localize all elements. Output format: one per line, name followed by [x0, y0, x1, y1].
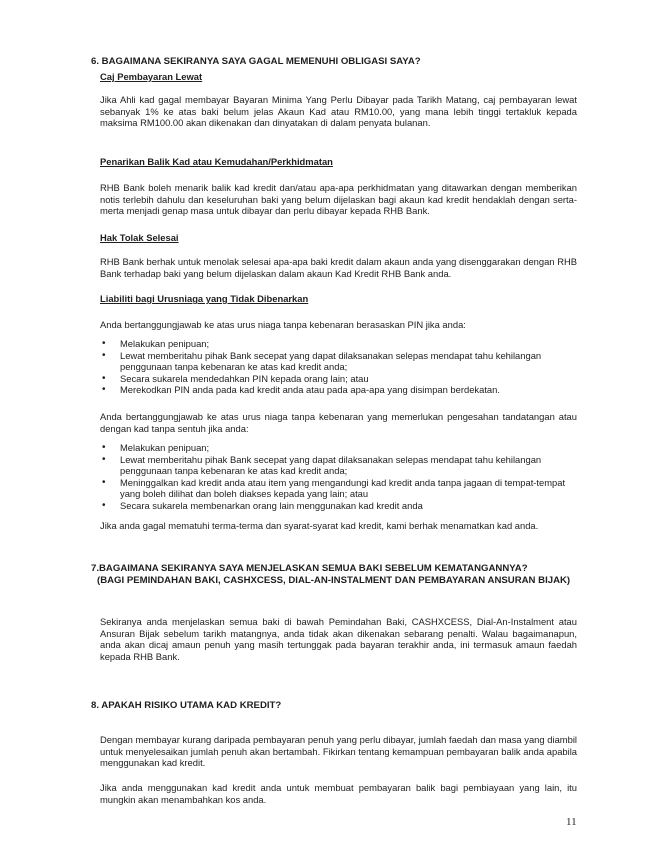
pin-liability-list: [100, 338, 577, 396]
section-8-text-1: Dengan membayar kurang daripada pembayaran penuh yang perlu dibayar, jumlah faedah dan masa yang diambil untuk menyelesaikan jumlah penuh akan bertambah. Fikirkan tentang kemampuan pembayaran balik anda apabila menggunakan kad kredit.: [100, 734, 577, 769]
section-8-title: 8. APAKAH RISIKO UTAMA KAD KREDIT?: [91, 700, 282, 711]
signature-liability-list: [100, 442, 577, 512]
list-item: • Secara sukarela mendedahkan PIN kepada orang lain; atau: [100, 373, 577, 385]
liability-intro-pin: Anda bertanggungjawab ke atas urus niaga tanpa kebenaran berasaskan PIN jika anda:: [100, 319, 466, 330]
page-number: 11: [566, 816, 577, 828]
section-6-title: 6. BAGAIMANA SEKIRANYA SAYA GAGAL MEMENUHI OBLIGASI SAYA?: [91, 56, 421, 67]
section-7-title: 7.BAGAIMANA SEKIRANYA SAYA MENJELASKAN SEMUA BAKI SEBELUM KEMATANGANNYA?: [91, 563, 528, 574]
list-item: • Secara sukarela membenarkan orang lain menggunakan kad kredit anda: [100, 500, 577, 512]
liability-heading: Liabiliti bagi Urusniaga yang Tidak Dibenarkan: [100, 293, 309, 304]
late-payment-heading: Caj Pembayaran Lewat: [100, 71, 203, 82]
liability-intro-signature: Anda bertanggungjawab ke atas urus niaga tanpa kebenaran yang memerlukan pengesahan tandatangan atau dengan kad tanpa sentuh jika anda:: [100, 411, 577, 434]
list-item: • Meninggalkan kad kredit anda atau item yang mengandungi kad kredit anda tanpa jagaan di tempat-tempat yang boleh dilihat dan boleh diakses kepada yang lain; atau: [100, 477, 577, 500]
section-7-subtitle: (BAGI PEMINDAHAN BAKI, CASHXCESS, DIAL-AN-INSTALMENT DAN PEMBAYARAN ANSURAN BIJAK): [97, 575, 571, 586]
list-item: • Merekodkan PIN anda pada kad kredit anda atau pada apa-apa yang disimpan berdekatan.: [100, 384, 577, 396]
list-item: • Melakukan penipuan;: [100, 442, 577, 454]
set-off-heading: Hak Tolak Selesai: [100, 232, 179, 243]
set-off-text: RHB Bank berhak untuk menolak selesai apa-apa baki kredit dalam akaun anda yang disenggarakan dengan RHB Bank terhadap baki yang belum dijelaskan dalam akaun Kad Kredit RHB Bank anda.: [100, 256, 577, 279]
section-8-text-2: Jika anda menggunakan kad kredit anda untuk membuat pembayaran balik bagi pembiayaan yang lain, itu mungkin akan menambahkan kos anda.: [100, 782, 577, 805]
list-item: • Melakukan penipuan;: [100, 338, 577, 350]
late-payment-text: Jika Ahli kad gagal membayar Bayaran Minima Yang Perlu Dibayar pada Tarikh Matang, caj pembayaran lewat sebanyak 1% ke atas baki belum jelas Akaun Kad atau RM10.00, yang mana lebih tinggi tertakluk kepada maksima RM100.00 akan dikenakan dan dinyatakan di dalam penyata bulanan.: [100, 94, 577, 129]
section-7-text: Sekiranya anda menjelaskan semua baki di bawah Pemindahan Baki, CASHXCESS, Dial-An-Instalment atau Ansuran Bijak sebelum tarikh matangnya, anda tidak akan dikenakan sebarang penalti. Walau bagaimanapun, anda akan dicaj amaun penuh yang masih tertunggak pada bayaran terakhir anda, ini termasuk amaun faedah kepada RHB Bank.: [100, 616, 577, 662]
list-item: • Lewat memberitahu pihak Bank secepat yang dapat dilaksanakan selepas mendapat tahu kehilangan penggunaan tanpa kebenaran ke atas kad kredit anda;: [100, 350, 577, 373]
termination-notice: Jika anda gagal mematuhi terma-terma dan syarat-syarat kad kredit, kami berhak menamatkan kad anda.: [100, 520, 539, 531]
list-item: • Lewat memberitahu pihak Bank secepat yang dapat dilaksanakan selepas mendapat tahu kehilangan penggunaan tanpa kebenaran ke atas kad kredit anda;: [100, 454, 577, 477]
withdrawal-text: RHB Bank boleh menarik balik kad kredit dan/atau apa-apa perkhidmatan yang ditawarkan dengan memberikan notis terlebih dahulu dan keseluruhan baki yang belum dijelaskan bagi akaun kad kredit hendaklah dengan serta-merta menjadi genap masa untuk dibayar dan perlu dibayar kepada RHB Bank.: [100, 182, 577, 217]
withdrawal-heading: Penarikan Balik Kad atau Kemudahan/Perkhidmatan: [100, 156, 333, 167]
